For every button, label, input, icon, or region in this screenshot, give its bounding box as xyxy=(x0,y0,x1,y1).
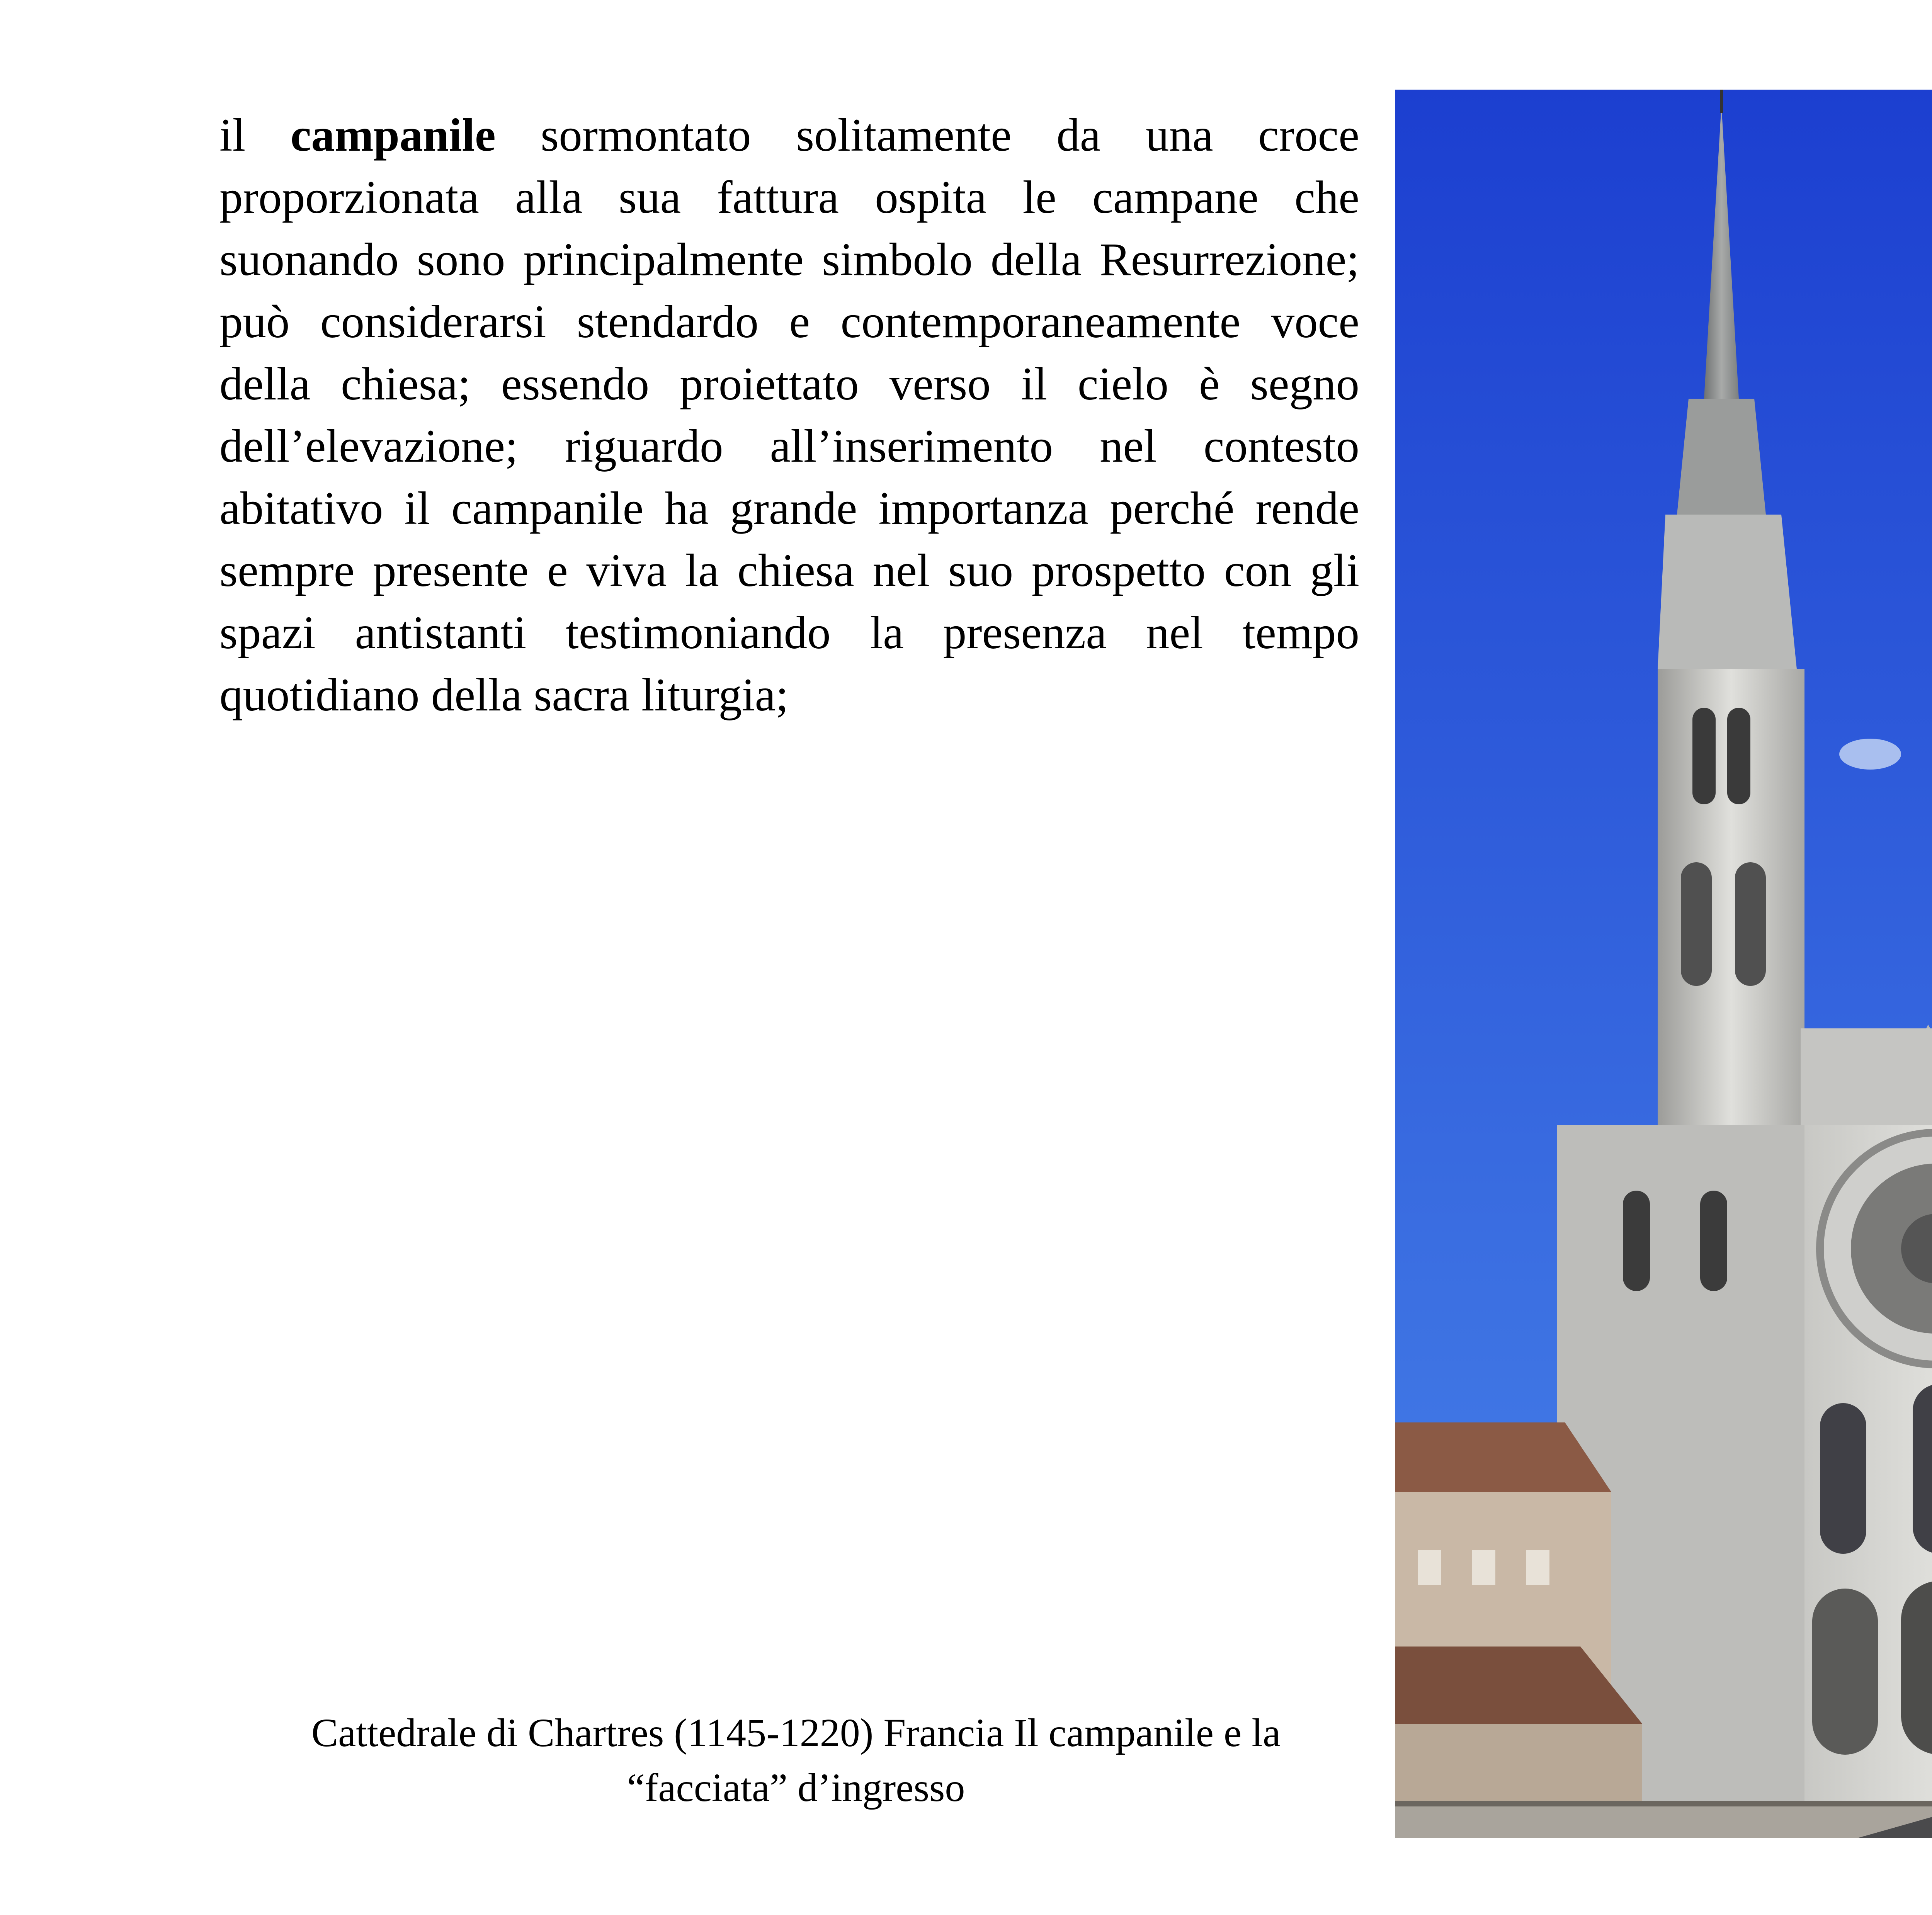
caption-line-1: Cattedrale di Chartres (1145-1220) Francia Il campanile e la xyxy=(311,1711,1281,1755)
figure-caption xyxy=(216,1706,1376,1815)
cathedral-illustration xyxy=(1395,90,1932,1838)
cathedral-photo xyxy=(1395,90,1932,1838)
caption-line-2: “facciata” d’ingresso xyxy=(627,1765,965,1810)
keyword-campanile: campanile xyxy=(290,109,496,161)
plaza xyxy=(1395,1805,1932,1838)
cloud xyxy=(1839,739,1901,770)
body-lead: il xyxy=(219,109,291,161)
body-rest: sormontato solitamente da una croce proporzionata alla sua fattura ospita le campane che suonando sono principalmente simbolo della Resurrezione; può considerarsi stendardo e contemporaneamente voce della chiesa; essendo proiettato verso il cielo è segno dell’elevazione; riguardo all’inserimento nel contesto abitativo il campanile ha grande importanza perché rende sempre presente e viva la chiesa nel suo prospetto con gli spazi antistanti testimoniando la presenza nel tempo quotidiano della sacra liturgia; xyxy=(219,109,1359,721)
body-paragraph xyxy=(219,104,1359,726)
